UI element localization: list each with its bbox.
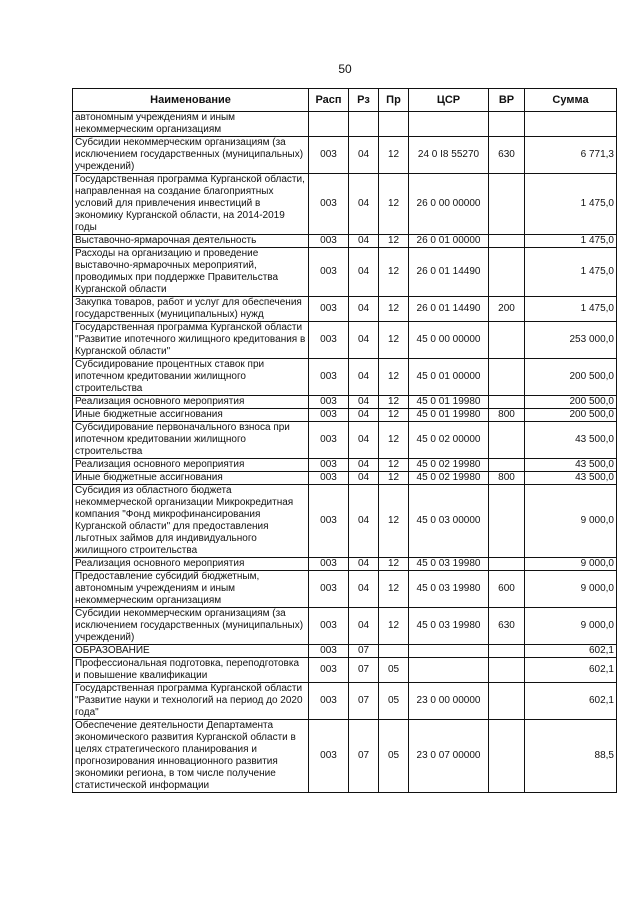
column-header-rz: Рз — [349, 89, 379, 112]
cell-sum: 9 000,0 — [525, 608, 617, 645]
cell-sum: 1 475,0 — [525, 248, 617, 297]
column-header-pr: Пр — [379, 89, 409, 112]
cell-rz: 07 — [349, 658, 379, 683]
cell-sum: 602,1 — [525, 645, 617, 658]
cell-sum: 1 475,0 — [525, 174, 617, 235]
cell-sum: 43 500,0 — [525, 472, 617, 485]
cell-name: Субсидии некоммерческим организациям (за исключением государственных (муниципальных) учреждений) — [73, 608, 309, 645]
cell-vr: 200 — [489, 297, 525, 322]
cell-vr — [489, 422, 525, 459]
cell-rasp: 003 — [309, 658, 349, 683]
cell-sum: 1 475,0 — [525, 297, 617, 322]
cell-rz: 04 — [349, 558, 379, 571]
cell-name: Предоставление субсидий бюджетным, автономным учреждениям и иным некоммерческим организациям — [73, 571, 309, 608]
table-row — [73, 485, 617, 558]
cell-csr: 45 0 03 19980 — [409, 608, 489, 645]
cell-sum: 43 500,0 — [525, 422, 617, 459]
cell-vr — [489, 720, 525, 793]
table-row — [73, 472, 617, 485]
cell-name: Реализация основного мероприятия — [73, 396, 309, 409]
cell-sum: 200 500,0 — [525, 409, 617, 422]
cell-pr: 12 — [379, 558, 409, 571]
column-header-vr: ВР — [489, 89, 525, 112]
cell-sum: 1 475,0 — [525, 235, 617, 248]
cell-pr: 12 — [379, 459, 409, 472]
cell-pr: 12 — [379, 472, 409, 485]
cell-rz: 04 — [349, 137, 379, 174]
cell-rasp — [309, 112, 349, 137]
cell-vr — [489, 359, 525, 396]
table-row — [73, 409, 617, 422]
cell-csr: 45 0 03 00000 — [409, 485, 489, 558]
cell-rasp: 003 — [309, 322, 349, 359]
cell-rz — [349, 112, 379, 137]
cell-pr: 12 — [379, 608, 409, 645]
cell-name: Выставочно-ярмарочная деятельность — [73, 235, 309, 248]
cell-name: Реализация основного мероприятия — [73, 459, 309, 472]
cell-vr — [489, 112, 525, 137]
cell-pr: 12 — [379, 248, 409, 297]
cell-name: Расходы на организацию и проведение выставочно-ярмарочных мероприятий, проводимых при поддержке Правительства Курганской области — [73, 248, 309, 297]
cell-rz: 04 — [349, 297, 379, 322]
cell-csr: 26 0 01 14490 — [409, 248, 489, 297]
cell-vr: 800 — [489, 409, 525, 422]
table-row — [73, 137, 617, 174]
column-header-csr: ЦСР — [409, 89, 489, 112]
table-row — [73, 235, 617, 248]
column-header-name: Наименование — [73, 89, 309, 112]
cell-vr — [489, 558, 525, 571]
cell-name: Субсидирование процентных ставок при ипотечном кредитовании жилищного строительства — [73, 359, 309, 396]
cell-vr — [489, 248, 525, 297]
cell-rz: 04 — [349, 571, 379, 608]
cell-vr — [489, 322, 525, 359]
cell-csr: 24 0 I8 55270 — [409, 137, 489, 174]
cell-rasp: 003 — [309, 359, 349, 396]
cell-csr: 45 0 02 19980 — [409, 459, 489, 472]
cell-rz: 04 — [349, 485, 379, 558]
cell-rasp: 003 — [309, 396, 349, 409]
table-row — [73, 422, 617, 459]
cell-sum: 200 500,0 — [525, 396, 617, 409]
cell-csr: 45 0 02 00000 — [409, 422, 489, 459]
cell-sum: 253 000,0 — [525, 322, 617, 359]
cell-rasp: 003 — [309, 409, 349, 422]
cell-name: Профессиональная подготовка, переподготовка и повышение квалификации — [73, 658, 309, 683]
cell-rasp: 003 — [309, 459, 349, 472]
cell-rz: 07 — [349, 683, 379, 720]
cell-rz: 04 — [349, 472, 379, 485]
cell-csr: 26 0 01 00000 — [409, 235, 489, 248]
cell-csr: 45 0 01 00000 — [409, 359, 489, 396]
cell-rasp: 003 — [309, 558, 349, 571]
cell-vr — [489, 485, 525, 558]
cell-pr: 12 — [379, 359, 409, 396]
cell-rz: 04 — [349, 422, 379, 459]
cell-sum — [525, 112, 617, 137]
table-row — [73, 396, 617, 409]
cell-rasp: 003 — [309, 485, 349, 558]
cell-vr — [489, 459, 525, 472]
table-header-row — [73, 89, 617, 112]
cell-rz: 04 — [349, 248, 379, 297]
cell-rasp: 003 — [309, 720, 349, 793]
table-row — [73, 297, 617, 322]
cell-csr: 45 0 00 00000 — [409, 322, 489, 359]
cell-vr — [489, 683, 525, 720]
cell-rz: 04 — [349, 174, 379, 235]
cell-rz: 04 — [349, 409, 379, 422]
cell-rz: 04 — [349, 396, 379, 409]
cell-csr: 45 0 01 19980 — [409, 396, 489, 409]
table-row — [73, 112, 617, 137]
budget-table — [72, 88, 617, 793]
cell-vr: 630 — [489, 608, 525, 645]
cell-name: Иные бюджетные ассигнования — [73, 409, 309, 422]
cell-pr: 12 — [379, 422, 409, 459]
cell-rz: 07 — [349, 645, 379, 658]
cell-rasp: 003 — [309, 174, 349, 235]
cell-name: автономным учреждениям и иным некоммерческим организациям — [73, 112, 309, 137]
cell-sum: 602,1 — [525, 683, 617, 720]
cell-rasp: 003 — [309, 683, 349, 720]
table-row — [73, 720, 617, 793]
cell-pr: 12 — [379, 174, 409, 235]
cell-vr — [489, 645, 525, 658]
cell-vr: 630 — [489, 137, 525, 174]
cell-rasp: 003 — [309, 297, 349, 322]
cell-rz: 07 — [349, 720, 379, 793]
page-number: 50 — [338, 62, 352, 76]
cell-name: Субсидирование первоначального взноса при ипотечном кредитовании жилищного строительства — [73, 422, 309, 459]
cell-sum: 200 500,0 — [525, 359, 617, 396]
column-header-rasp: Расп — [309, 89, 349, 112]
table-row — [73, 683, 617, 720]
cell-rasp: 003 — [309, 235, 349, 248]
cell-rasp: 003 — [309, 608, 349, 645]
cell-vr — [489, 396, 525, 409]
cell-sum: 88,5 — [525, 720, 617, 793]
cell-rasp: 003 — [309, 472, 349, 485]
cell-rz: 04 — [349, 608, 379, 645]
cell-rasp: 003 — [309, 571, 349, 608]
cell-csr: 26 0 01 14490 — [409, 297, 489, 322]
cell-csr: 45 0 01 19980 — [409, 409, 489, 422]
cell-vr: 800 — [489, 472, 525, 485]
cell-pr: 12 — [379, 485, 409, 558]
cell-name: Реализация основного мероприятия — [73, 558, 309, 571]
cell-name: Иные бюджетные ассигнования — [73, 472, 309, 485]
cell-pr: 12 — [379, 297, 409, 322]
table-row — [73, 359, 617, 396]
cell-csr: 23 0 00 00000 — [409, 683, 489, 720]
table-row — [73, 645, 617, 658]
table-row — [73, 459, 617, 472]
cell-pr: 12 — [379, 396, 409, 409]
cell-rz: 04 — [349, 322, 379, 359]
cell-csr: 45 0 03 19980 — [409, 571, 489, 608]
cell-sum: 602,1 — [525, 658, 617, 683]
cell-rz: 04 — [349, 359, 379, 396]
cell-name: Обеспечение деятельности Департамента экономического развития Курганской области в целях стратегического планирования и прогнозирования инновационного развития экономики региона, в том числе получение статистической информации — [73, 720, 309, 793]
table-row — [73, 571, 617, 608]
table-row — [73, 322, 617, 359]
cell-sum: 6 771,3 — [525, 137, 617, 174]
cell-csr — [409, 645, 489, 658]
cell-csr — [409, 658, 489, 683]
cell-sum: 9 000,0 — [525, 571, 617, 608]
table-row — [73, 174, 617, 235]
cell-pr: 12 — [379, 571, 409, 608]
cell-vr: 600 — [489, 571, 525, 608]
cell-pr — [379, 112, 409, 137]
cell-csr: 23 0 07 00000 — [409, 720, 489, 793]
cell-vr — [489, 174, 525, 235]
cell-vr — [489, 235, 525, 248]
cell-rz: 04 — [349, 459, 379, 472]
cell-csr: 45 0 02 19980 — [409, 472, 489, 485]
cell-rz: 04 — [349, 235, 379, 248]
cell-pr — [379, 645, 409, 658]
cell-sum: 9 000,0 — [525, 558, 617, 571]
cell-csr: 45 0 03 19980 — [409, 558, 489, 571]
cell-pr: 12 — [379, 137, 409, 174]
cell-name: Государственная программа Курганской области, направленная на создание благоприятных условий для привлечения инвестиций в экономику Курганской области, на 2014-2019 годы — [73, 174, 309, 235]
cell-name: Субсидия из областного бюджета некоммерческой организации Микрокредитная компания "Фонд микрофинансирования Курганской области" для предоставления льготных займов для индивидуального жилищного строительства — [73, 485, 309, 558]
cell-pr: 05 — [379, 658, 409, 683]
cell-pr: 05 — [379, 720, 409, 793]
cell-csr: 26 0 00 00000 — [409, 174, 489, 235]
cell-pr: 12 — [379, 322, 409, 359]
cell-pr: 12 — [379, 409, 409, 422]
cell-pr: 12 — [379, 235, 409, 248]
table-row — [73, 608, 617, 645]
table-row — [73, 658, 617, 683]
cell-rasp: 003 — [309, 137, 349, 174]
cell-pr: 05 — [379, 683, 409, 720]
table-row — [73, 248, 617, 297]
cell-rasp: 003 — [309, 248, 349, 297]
cell-vr — [489, 658, 525, 683]
table-row — [73, 558, 617, 571]
cell-name: ОБРАЗОВАНИЕ — [73, 645, 309, 658]
column-header-sum: Сумма — [525, 89, 617, 112]
cell-name: Государственная программа Курганской области "Развитие ипотечного жилищного кредитования в Курганской области" — [73, 322, 309, 359]
cell-csr — [409, 112, 489, 137]
cell-name: Закупка товаров, работ и услуг для обеспечения государственных (муниципальных) нужд — [73, 297, 309, 322]
cell-rasp: 003 — [309, 422, 349, 459]
cell-name: Государственная программа Курганской области "Развитие науки и технологий на период до 2020 года" — [73, 683, 309, 720]
cell-sum: 43 500,0 — [525, 459, 617, 472]
cell-name: Субсидии некоммерческим организациям (за исключением государственных (муниципальных) учреждений) — [73, 137, 309, 174]
cell-rasp: 003 — [309, 645, 349, 658]
cell-sum: 9 000,0 — [525, 485, 617, 558]
